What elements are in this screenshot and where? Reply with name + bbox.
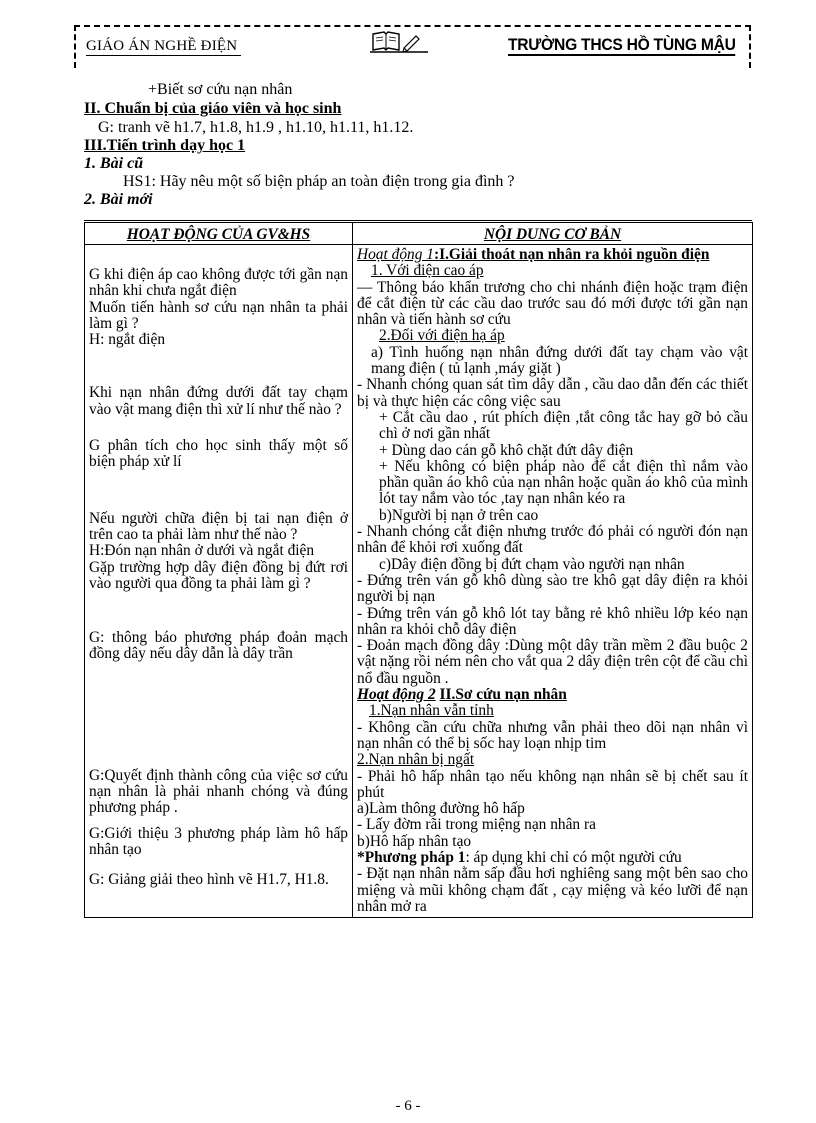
column-header-activities: HOẠT ĐỘNG CỦA GV&HS [85, 223, 353, 245]
content-item: - Phải hô hấp nhân tạo nếu không nạn nhân sẽ bị chết sau ít phút [357, 767, 748, 801]
method-1: *Phương pháp 1: áp dụng khi chỉ có một người cứu [357, 848, 682, 866]
content-item: - Đặt nạn nhân nằm sấp đầu hơi nghiêng sang một bên sao cho miệng và mũi không chạm đất , cạy miệng và kéo lưỡi để nạn nhân mở ra [357, 865, 748, 915]
activity-item: G: thông báo phương pháp đoản mạch đồng dây nếu dây dẫn là dây trần [89, 629, 348, 663]
content-item: 2.Nạn nhân bị ngất [357, 751, 475, 769]
header-subject: GIÁO ÁN NGHỀ ĐIỆN [86, 38, 241, 56]
book-pen-icon [370, 30, 428, 54]
activity-item: Khi nạn nhân đứng dưới đất tay chạm vào vật mang điện thì xử lí như thế nào ? [89, 384, 348, 418]
intro-line-3: G: tranh vẽ h1.7, h1.8, h1.9 , h1.10, h1.11, h1.12. [98, 119, 414, 136]
content-item: b)Người bị nạn ở trên cao [379, 506, 539, 524]
content-column [353, 245, 753, 918]
activity-item: G: Giảng giải theo hình vẽ H1.7, H1.8. [89, 871, 329, 889]
activity-item: H:Đón nạn nhân ở dưới và ngắt điện [89, 542, 315, 560]
subsection-old-lesson: 1. Bài cũ [84, 155, 144, 172]
content-item: - Lấy đờm rãi trong miệng nạn nhân ra [357, 816, 596, 834]
subsection-new-lesson: 2. Bài mới [84, 191, 153, 208]
section-2-title: II. Chuẩn bị của giáo viên và học sinh [84, 100, 342, 117]
activity-item: Muốn tiến hành sơ cứu nạn nhân ta phải làm gì ? [89, 298, 348, 332]
lesson-table [84, 222, 753, 918]
content-item: 1.Nạn nhân vẫn tỉnh [369, 702, 494, 720]
content-item: - Đứng trên ván gỗ khô lót tay bằng rẻ khô nhiều lớp kéo nạn nhân ra khỏi chỗ dây điện [357, 604, 748, 638]
activity-item: Nếu người chữa điện bị tai nạn điện ở trên cao ta phải làm như thế nào ? [89, 509, 348, 543]
content-item: c)Dây điện đồng bị đứt chạm vào người nạn nhân [379, 555, 685, 573]
activity-item: H: ngắt điện [89, 331, 166, 349]
intro-line-6: HS1: Hãy nêu một số biện pháp an toàn điện trong gia đình ? [123, 173, 515, 190]
page-number: - 6 - [395, 1098, 421, 1114]
content-item: 1. Với điện cao áp [371, 262, 484, 280]
content-item: + Dùng dao cán gỗ khô chặt đứt dây điện [379, 441, 634, 459]
content-item: + Nếu không có biện pháp nào để cắt điện thì nắm vào phần quần áo khô của nạn nhân hoặc quần áo khô của mình lót tay nắm vào tóc ,tay nạn nhân kéo ra [379, 457, 748, 508]
column-header-content: NỘI DUNG CƠ BẢN [353, 223, 753, 245]
intro-line-1: +Biết sơ cứu nạn nhân [148, 81, 293, 98]
activity-item: Gặp trường hợp dây điện đồng bị đứt rơi vào người qua đồng ta phải làm gì ? [89, 558, 348, 592]
content-item: - Nhanh chóng quan sát tìm dây dẫn , cầu dao dẫn đến các thiết bị và thực hiện các công việc sau [357, 376, 748, 410]
content-item: b)Hô hấp nhân tạo [357, 832, 472, 850]
header-school: TRƯỜNG THCS HỒ TÙNG MẬU [508, 35, 736, 54]
activity-item: G:Giới thiệu 3 phương pháp làm hô hấp nhân tạo [89, 824, 348, 858]
activity-item: G khi điện áp cao không được tới gần nạn nhân khi chưa ngắt điện [89, 266, 348, 300]
content-item: a)Làm thông đường hô hấp [357, 800, 525, 818]
activity-2-heading: Hoạt động 2 II.Sơ cứu nạn nhân [357, 686, 567, 704]
content-item: + Cắt cầu dao , rút phích điện ,tắt công tắc hay gỡ bỏ cầu chì ở nơi gần nhất [379, 408, 748, 443]
activity-item: G phân tích cho học sinh thấy một số biện pháp xử lí [89, 437, 348, 471]
content-item: — Thông báo khẩn trương cho chi nhánh điện hoặc trạm điện để cắt điện từ các cầu dao trước sau đó mới được tới gần nạn nhân và tiến hành sơ cứu [357, 278, 748, 329]
activities-column [85, 245, 353, 918]
content-item: 2.Đối với điện hạ áp [379, 327, 505, 345]
content-item: - Không cần cứu chữa nhưng vẫn phải theo dõi nạn nhân vì nạn nhân có thể bị sốc hay loạn nhịp tim [357, 718, 748, 752]
content-item: a) Tình huống nạn nhân đứng dưới đất tay chạm vào vật mang điện ( tủ lạnh ,máy giặt ) [371, 343, 748, 378]
content-item: - Đoản mạch đồng dây :Dùng một dây trần mềm 2 đầu buộc 2 vật nặng rồi ném nên cho vắt qua 2 dây điện trên cột để cầu chì nổ đầu nguồn . [357, 637, 748, 687]
content-item: - Nhanh chóng cắt điện nhưng trước đó phải có người đón nạn nhân để khỏi rơi xuống đất [357, 523, 748, 557]
section-3-title: III.Tiến trình dạy học 1 [84, 137, 246, 154]
content-item: - Đứng trên ván gỗ khô dùng sào tre khô gạt dây điện ra khỏi người bị nạn [357, 571, 748, 606]
activity-item: G:Quyết định thành công của việc sơ cứu nạn nhân là phải nhanh chóng và đúng phương pháp . [89, 766, 348, 817]
activity-1-heading: Hoạt động 1:I.Giải thoát nạn nhân ra khỏi nguồn điện [357, 246, 710, 263]
